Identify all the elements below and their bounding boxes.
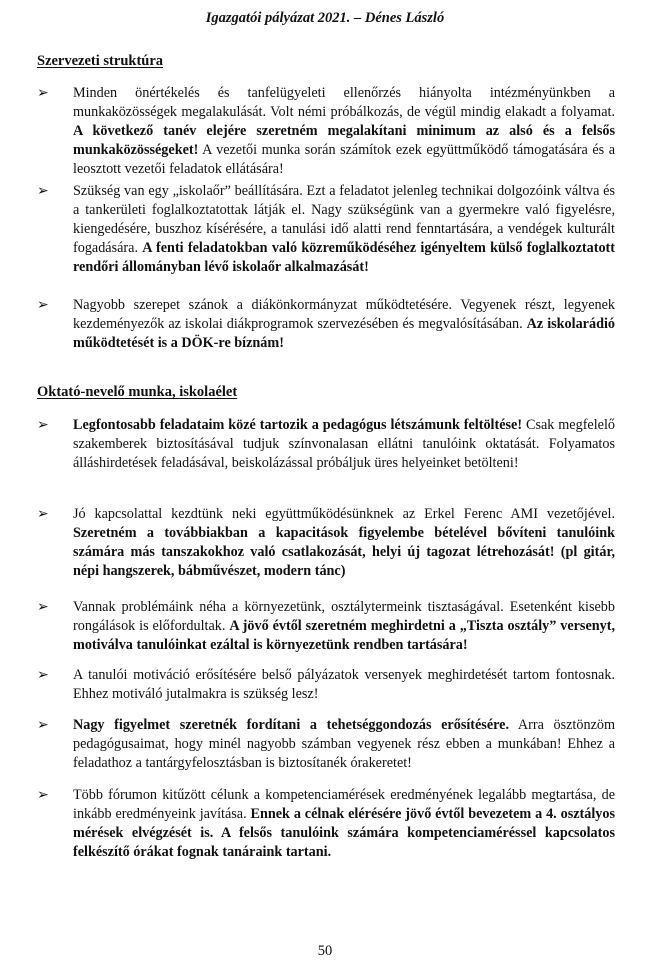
item-text <box>73 182 615 277</box>
item-text <box>73 666 615 704</box>
page-header: Igazgatói pályázat 2021. – Dénes László <box>205 10 445 26</box>
text-run: Több fórumon kitűzött célunk a kompetenciamérések eredményének legalább megtartása, de inkább eredményeink javítása. <box>73 787 615 822</box>
text-run-bold: Ennek a célnak elérésére jövő évtől bevezetem a 4. osztályos mérések elvégzését is. A felsős tanulóink számára kompetenciaméréssel kapcsolatos felkészítő órákat fognak tanáraink tartani. <box>73 806 615 860</box>
list-item <box>37 598 615 655</box>
text-run: Jó kapcsolattal kezdtünk neki együttműködésünknek az Erkel Ferenc AMI vezetőjével. <box>73 506 615 522</box>
arrow-bullet-icon: ➢ <box>37 507 49 522</box>
arrow-bullet-icon: ➢ <box>37 184 49 199</box>
arrow-bullet-icon: ➢ <box>37 718 49 733</box>
text-run-bold: A következő tanév elejére szeretném megalakítani minimum az alsó és a felsős munkaközösségeket! <box>73 123 615 158</box>
section-title-szervezeti: Szervezeti struktúra <box>37 53 164 69</box>
arrow-bullet-icon: ➢ <box>37 788 49 803</box>
text-run-bold: A jövő évtől szeretném meghirdetni a „Tiszta osztály” versenyt, motiválva tanulóinkat ezáltal is környezetünk rendben tartására! <box>73 618 615 653</box>
arrow-bullet-icon: ➢ <box>37 298 49 313</box>
list-item <box>37 666 615 704</box>
item-text <box>73 416 615 473</box>
list-item <box>37 416 615 473</box>
item-text <box>73 786 615 862</box>
text-run: Szükség van egy „iskolaőr” beállítására. Ezt a feladatot jelenleg technikai dolgozóink váltva és a tankerületi foglalkoztatottak látják el. Nagy szükségünk van a gyermekre való figyelésre, kiengedésére, buszhoz kísérésére, a tanulási idő alatti rend fenntartására, a vendégek kulturált fogadására. <box>73 183 615 256</box>
list-item <box>37 84 615 179</box>
list-item <box>37 786 615 862</box>
arrow-bullet-icon: ➢ <box>37 418 49 433</box>
arrow-bullet-icon: ➢ <box>37 86 49 101</box>
text-run-bold: Szeretném a továbbiakban a kapacitások figyelembe bételével bővíteni tanulóink számára más tanszakokhoz való csatlakozását, helyi új tagozat létrehozását! (pl gitár, népi hangszerek, bábművészet, modern tánc) <box>73 525 615 579</box>
arrow-bullet-icon: ➢ <box>37 668 49 683</box>
text-run: A vezetői munka során számítok ezek együttműködő támogatására és a leosztott vezetői feladatok ellátására! <box>73 142 615 177</box>
text-run-bold: Az iskolarádió működtetését is a DÖK-re bíznám! <box>73 316 615 351</box>
item-text <box>73 84 615 179</box>
item-text <box>73 505 615 581</box>
text-run: Vannak problémáink néha a környezetünk, osztálytermeink tisztaságával. Esetenként kisebb rongálások is előfordultak. <box>73 599 615 634</box>
text-run-bold: Legfontosabb feladataim közé tartozik a pedagógus létszámunk feltöltése! <box>73 417 523 433</box>
item-text <box>73 598 615 655</box>
list-item <box>37 182 615 277</box>
list-item <box>37 296 615 353</box>
item-text <box>73 716 615 773</box>
text-run-bold: A fenti feladatokban való közreműködéséhez igényeltem külső foglalkoztatott rendőri állományban lévő iskolaőr alkalmazását! <box>73 240 615 275</box>
text-run: A tanulói motiváció erősítésére belső pályázatok versenyek meghirdetését tartom fontosnak. Ehhez motiváló jutalmakra is szükség lesz! <box>73 667 615 702</box>
item-text <box>73 296 615 353</box>
text-run: Csak megfelelő szakemberek biztosításával tudjuk színvonalasan ellátni tanulóink oktatását. Folyamatos álláshirdetések feladásával, beiskolázással próbáljuk üres helyeinket betölteni! <box>73 417 615 471</box>
arrow-bullet-icon: ➢ <box>37 600 49 615</box>
text-run: Nagyobb szerepet szánok a diákönkormányzat működtetésére. Vegyenek részt, legyenek kezdeményezők az iskolai diákprogramok szervezésében és megvalósításában. <box>73 297 615 332</box>
text-run-bold: Nagy figyelmet szeretnék fordítani a tehetséggondozás erősítésére. <box>73 717 510 733</box>
list-item <box>37 716 615 773</box>
page-number: 50 <box>317 943 333 959</box>
list-item <box>37 505 615 581</box>
section-title-oktato-nevelo: Oktató-nevelő munka, iskolaélet <box>37 384 238 400</box>
text-run: Minden önértékelés és tanfelügyeleti ellenőrzés hiányolta intézményünkben a munkaközösségek megalakulását. Volt némi próbálkozás, de végül mindig elakadt a folyamat. <box>73 85 615 120</box>
text-run: Arra ösztönzöm pedagógusaimat, hogy minél nagyobb számban vegyenek rész ebben a munkában! Ehhez a feladathoz a tantárgyfelosztásban is biztosítanék órakeretet! <box>73 717 615 771</box>
